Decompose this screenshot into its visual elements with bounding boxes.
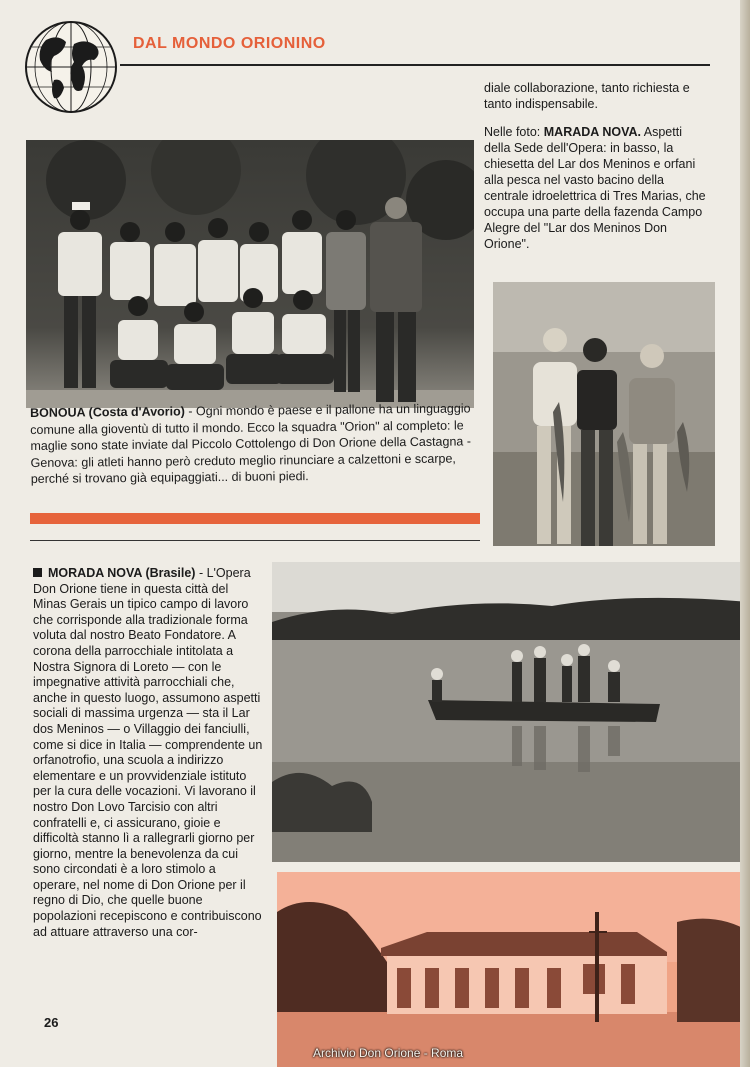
- article-text: - L'Opera Don Orione tiene in questa città del Minas Gerais un tipico campo di lavoro che corrisponde alla tradizionale forma voluta dal nostro Beato Fondatore. A corona della parrocchiale intitolata a Nostra Signora di Loreto — con le impegnative attività parrocchiali che, anche in questo luogo, assumono aspetti sociali di massima urgenza — sta il Lar dos Meninos — o Villaggio dei fanciulli, come si dice in Italia — comprendente un orfanotrofio, una scuola a indirizzo elementare e un provvidenziale istituto per la cura delle vocazioni. Vi lavorano il nostro Don Lovo Tarcisio con altri confratelli e, ci assicurano, gioie e difficoltà stanno lì a rallegrarli giorno per giorno, mentre la benevolenza da cui sono circondati è a loro stimolo a operare, nel nome di Don Orione per il regno di Dio, che quelle buone popolazioni recepiscono e contribuiscono ad attuare attraverso una cor-: [33, 566, 263, 939]
- team-photo: [26, 140, 474, 408]
- boys-fish-photo: [493, 282, 715, 546]
- header-divider: [120, 64, 710, 66]
- globe-icon: [24, 20, 118, 114]
- boat-photo: [272, 562, 750, 862]
- continuation-text: diale collaborazione, tanto richiesta e tanto indispensabile.: [484, 81, 690, 111]
- caption-text: - Ogni mondo è paese e il pallone ha un linguaggio comune alla gioventù di tutto il mondo. Ecco la squadra "Orion" al completo: le maglie sono state inviate dal Piccolo Cottolengo di Don Orione della Castagna - Genova: gli atleti hanno però creduto meglio rinunciare a calzettoni e scarpe, perché si trovano già equipaggiati... di buoni piedi.: [30, 401, 472, 486]
- page-edge: [740, 0, 750, 1067]
- photo-caption-place: MARADA NOVA.: [543, 125, 641, 139]
- photo-caption: [484, 124, 709, 252]
- page-number: 26: [44, 1015, 59, 1030]
- orange-divider: [30, 513, 480, 524]
- photo-caption-text: Aspetti della Sede dell'Opera: in basso, la chiesetta del Lar dos Meninos e orfani alla pesca nel vasto bacino della centrale idroelettrica di Tres Marias, che occupa una parte della fazenda Campo Alegre del "Lar dos Meninos Don Orione".: [484, 125, 706, 251]
- team-caption: [30, 400, 481, 487]
- article-place: MORADA NOVA (Brasile): [48, 566, 196, 580]
- section-divider: [30, 540, 480, 541]
- bullet-square-icon: [33, 568, 42, 577]
- caption-place: BONOUA (Costa d'Avorio): [30, 404, 185, 420]
- right-column: [484, 80, 709, 264]
- photo-caption-intro: Nelle foto:: [484, 125, 544, 139]
- archive-watermark: Archivio Don Orione - Roma: [313, 1046, 464, 1060]
- building-photo: [277, 872, 750, 1067]
- section-title: DAL MONDO ORIONINO: [133, 35, 326, 52]
- article-column: [33, 566, 265, 940]
